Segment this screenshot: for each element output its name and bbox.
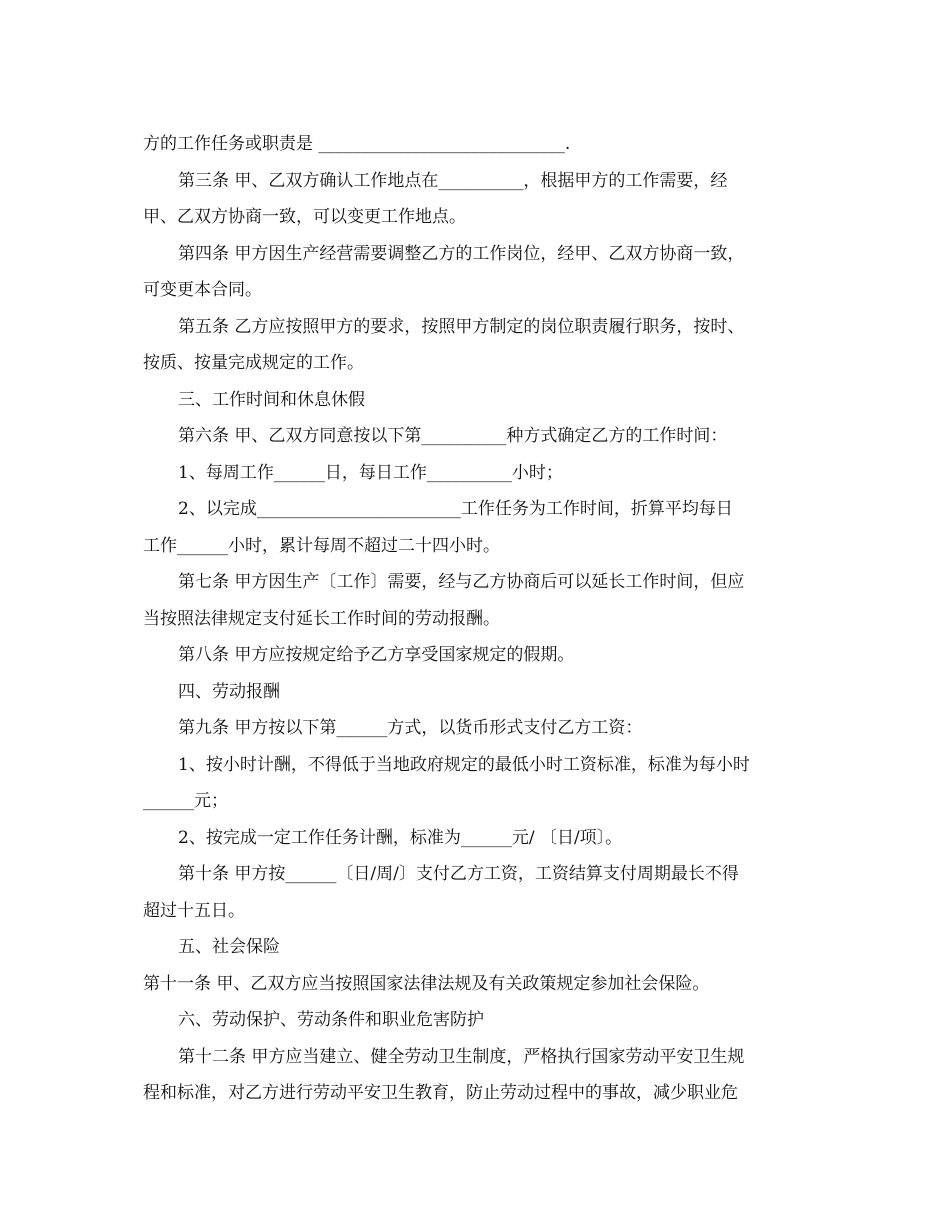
article-6-item-2-line-1: 2、以完成________________________工作任务为工作时间，折算平均每日: [178, 499, 733, 519]
article-7-line-2: 当按照法律规定支付延长工作时间的劳动报酬。: [143, 609, 500, 629]
article-9-item-2: 2、按完成一定工作任务计酬，标准为______元/ 〔日/项〕。: [178, 828, 623, 848]
article-4-line-2: 可变更本合同。: [143, 280, 262, 300]
article-6-item-1: 1、每周工作______日，每日工作__________小时；: [178, 463, 563, 483]
article-9-item-1-line-1: 1、按小时计酬，不得低于当地政府规定的最低小时工资标准，标准为每小时: [178, 755, 750, 775]
article-10-line-1: 第十条 甲方按______〔日/周/〕支付乙方工资，工资结算支付周期最长不得: [178, 864, 739, 884]
article-3-line-1: 第三条 甲、乙双方确认工作地点在__________，根据甲方的工作需要，经: [178, 171, 728, 191]
article-10-line-2: 超过十五日。: [143, 901, 245, 921]
article-9-item-1-line-2: ______元；: [143, 791, 228, 811]
article-5-line-2: 按质、按量完成规定的工作。: [143, 353, 364, 373]
article-3-line-2: 甲、乙双方协商一致，可以变更工作地点。: [143, 207, 466, 227]
article-6-line: 第六条 甲、乙双方同意按以下第__________种方式确定乙方的工作时间：: [178, 426, 728, 446]
article-11-line: 第十一条 甲、乙双方应当按照国家法律法规及有关政策规定参加社会保险。: [143, 974, 710, 994]
section-6-heading: 六、劳动保护、劳动条件和职业危害防护: [178, 1010, 484, 1030]
article-7-line-1: 第七条 甲方因生产〔工作〕需要，经与乙方协商后可以延长工作时间，但应: [178, 572, 745, 592]
paragraph-line: 方的工作任务或职责是 _____________________________.: [143, 134, 571, 154]
article-5-line-1: 第五条 乙方应按照甲方的要求，按照甲方制定的岗位职责履行职务，按时、: [178, 317, 745, 337]
section-5-heading: 五、社会保险: [178, 937, 280, 957]
article-8-line: 第八条 甲方应按规定给予乙方享受国家规定的假期。: [178, 645, 575, 665]
article-4-line-1: 第四条 甲方因生产经营需要调整乙方的工作岗位，经甲、乙双方协商一致，: [178, 244, 745, 264]
section-4-heading: 四、劳动报酬: [178, 682, 280, 702]
section-3-heading: 三、工作时间和休息休假: [178, 390, 365, 410]
article-6-item-2-line-2: 工作______小时，累计每周不超过二十四小时。: [143, 536, 500, 556]
article-9-line: 第九条 甲方按以下第______方式，以货币形式支付乙方工资：: [178, 718, 643, 738]
article-12-line-2: 程和标准，对乙方进行劳动平安卫生教育，防止劳动过程中的事故，减少职业危: [143, 1083, 738, 1103]
article-12-line-1: 第十二条 甲方应当建立、健全劳动卫生制度，严格执行国家劳动平安卫生规: [178, 1047, 745, 1067]
